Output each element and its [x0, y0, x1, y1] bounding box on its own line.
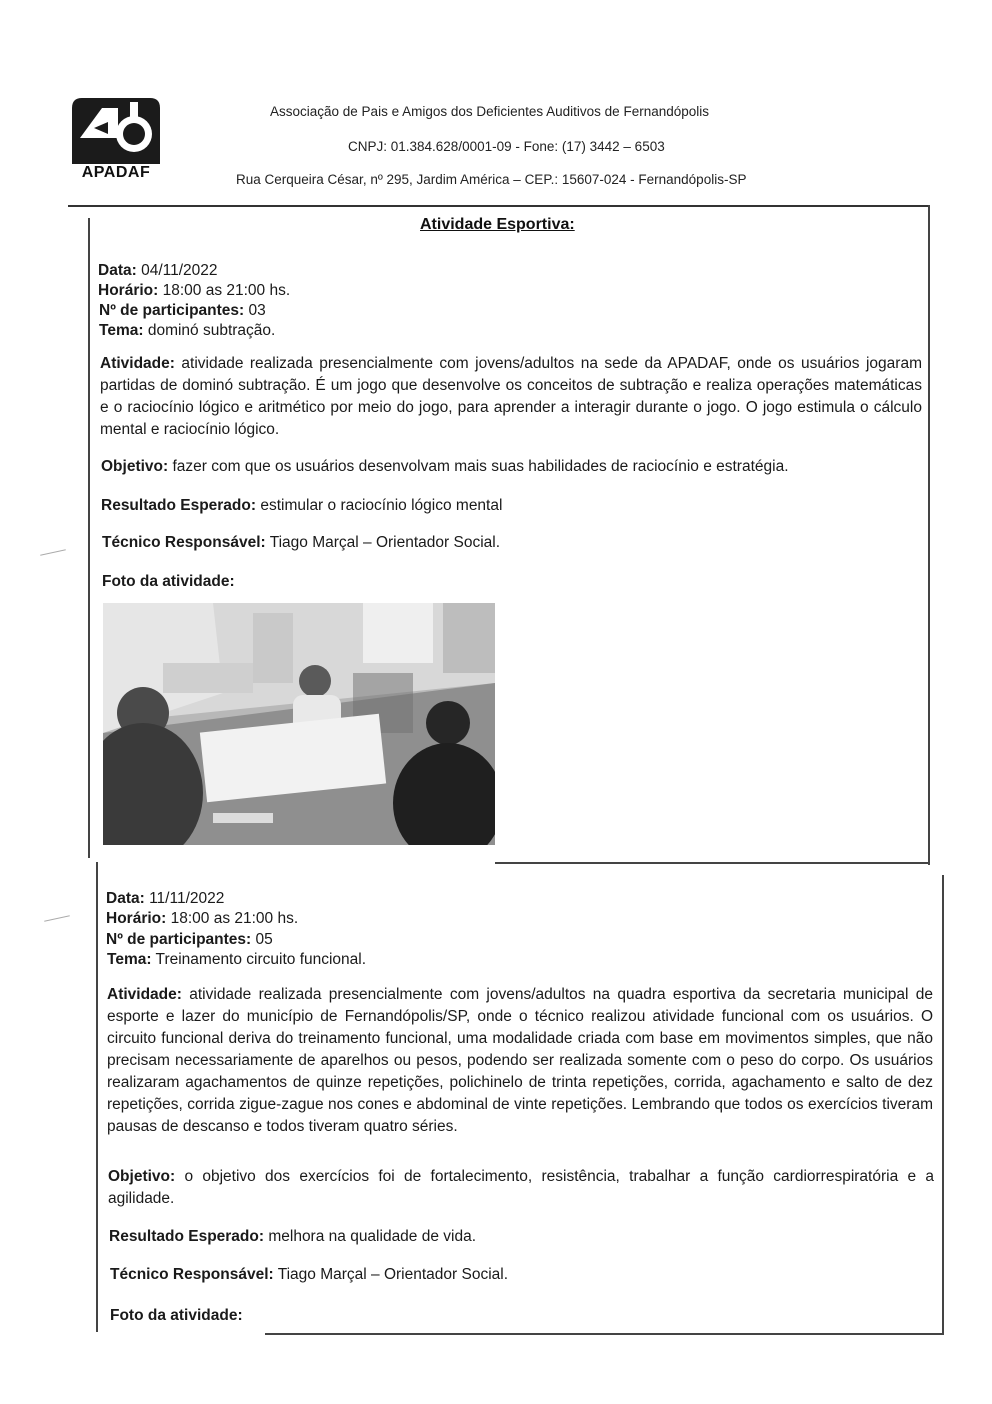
activity1-technician — [102, 534, 500, 552]
scan-mark — [44, 915, 70, 921]
participants-label: Nº de participantes: — [106, 931, 252, 948]
date-label: Data: — [98, 262, 137, 279]
activity2-time — [106, 910, 298, 928]
org-name: Associação de Pais e Amigos dos Deficientes Auditivos de Fernandópolis — [270, 104, 710, 119]
time-value: 18:00 as 21:00 hs. — [162, 282, 291, 299]
photo-label: Foto da atividade: — [102, 573, 235, 590]
scan-mark — [40, 549, 66, 555]
activity2-participants — [106, 931, 273, 949]
activity-label: Atividade: — [100, 355, 175, 372]
activity1-expected — [101, 497, 502, 515]
frame2-bottom-border — [265, 1333, 943, 1335]
activity2-description — [107, 984, 933, 1138]
activity2-theme — [107, 951, 366, 969]
objective-label: Objetivo: — [108, 1168, 176, 1185]
frame1-bottom-border — [495, 862, 929, 864]
theme-value: Treinamento circuito funcional. — [155, 951, 367, 968]
activity2-technician — [110, 1266, 508, 1284]
participants-value: 03 — [248, 302, 266, 319]
theme-label: Tema: — [99, 322, 144, 339]
theme-label: Tema: — [107, 951, 152, 968]
technician-label: Técnico Responsável: — [102, 534, 266, 551]
expected-label: Resultado Esperado: — [101, 497, 257, 514]
date-value: 11/11/2022 — [149, 890, 225, 907]
activity1-participants — [99, 302, 266, 320]
activity2-objective — [108, 1166, 934, 1210]
activity-label: Atividade: — [107, 986, 182, 1003]
objective-label: Objetivo: — [101, 458, 169, 475]
photo-label: Foto da atividade: — [110, 1307, 243, 1324]
objective-text: fazer com que os usuários desenvolvam mais suas habilidades de raciocínio e estratégia. — [172, 458, 789, 475]
activity2-date — [106, 890, 224, 908]
activity1-description — [100, 353, 922, 441]
activity1-photo-label — [102, 573, 235, 591]
date-label: Data: — [106, 890, 145, 907]
technician-label: Técnico Responsável: — [110, 1266, 274, 1283]
expected-text: estimular o raciocínio lógico mental — [260, 497, 503, 514]
activity-text: atividade realizada presencialmente com jovens/adultos na sede da APADAF, onde os usuários jogaram partidas de dominó subtração. É um jogo que desenvolve os conceitos de subtração e realiza operações matemáticas e o raciocínio lógico e aritmético por meio do jogo, para aprender a interagir durante o jogo. O jogo estimula o cálculo mental e raciocínio lógico. — [100, 355, 922, 438]
section-title: Atividade Esportiva: — [420, 216, 575, 233]
date-value: 04/11/2022 — [141, 262, 218, 279]
time-value: 18:00 as 21:00 hs. — [170, 910, 299, 927]
activity-photo-image — [103, 603, 495, 845]
activity1-objective — [101, 458, 789, 476]
activity1-theme — [99, 322, 275, 340]
frame2-right-border — [942, 875, 944, 1335]
org-address: Rua Cerqueira César, nº 295, Jardim América – CEP.: 15607-024 - Fernandópolis-SP — [236, 172, 747, 187]
header-divider — [68, 205, 930, 207]
time-label: Horário: — [98, 282, 159, 299]
frame1-left-border — [88, 218, 90, 858]
technician-value: Tiago Marçal – Orientador Social. — [277, 1266, 509, 1283]
activity-photo — [103, 603, 495, 845]
participants-value: 05 — [255, 931, 273, 948]
frame2-left-border — [96, 862, 98, 1332]
theme-value: dominó subtração. — [147, 322, 276, 339]
org-contact: CNPJ: 01.384.628/0001-09 - Fone: (17) 3442 – 6503 — [348, 139, 665, 154]
activity-text: atividade realizada presencialmente com jovens/adultos na quadra esportiva da secretaria municipal de esporte e lazer do município de Fernandópolis/SP, onde o técnico realizou atividade funcional com os usuários. O circuito funcional deriva do treinamento funcional, uma modalidade criada com base em movimentos simples, que não precisam necessariamente de aparelhos ou pesos, podendo ser realizada somente com o peso do corpo. Os usuários realizaram agachamentos de quinze repetições, polichinelo de trinta repetições, corrida, agachamento e salto de dez repetições, corrida zigue-zague nos cones e abdominal de vinte repetições. Lembrando que todos os exercícios tiveram pausas de descanso e todos tiveram quatro séries. — [107, 986, 934, 1135]
technician-value: Tiago Marçal – Orientador Social. — [269, 534, 501, 551]
frame1-right-border — [928, 205, 930, 865]
activity2-expected — [109, 1228, 476, 1246]
objective-text: o objetivo dos exercícios foi de fortalecimento, resistência, trabalhar a função cardiorrespiratória e a agilidade. — [108, 1168, 934, 1207]
expected-label: Resultado Esperado: — [109, 1228, 265, 1245]
activity1-date — [98, 262, 218, 280]
activity1-time — [98, 282, 290, 300]
apadaf-logo — [68, 98, 164, 188]
participants-label: Nº de participantes: — [99, 302, 245, 319]
apadaf-logo-icon — [72, 98, 160, 164]
logo-text: APADAF — [81, 164, 151, 181]
time-label: Horário: — [106, 910, 167, 927]
expected-text: melhora na qualidade de vida. — [268, 1228, 477, 1245]
activity2-photo-label — [110, 1307, 243, 1325]
